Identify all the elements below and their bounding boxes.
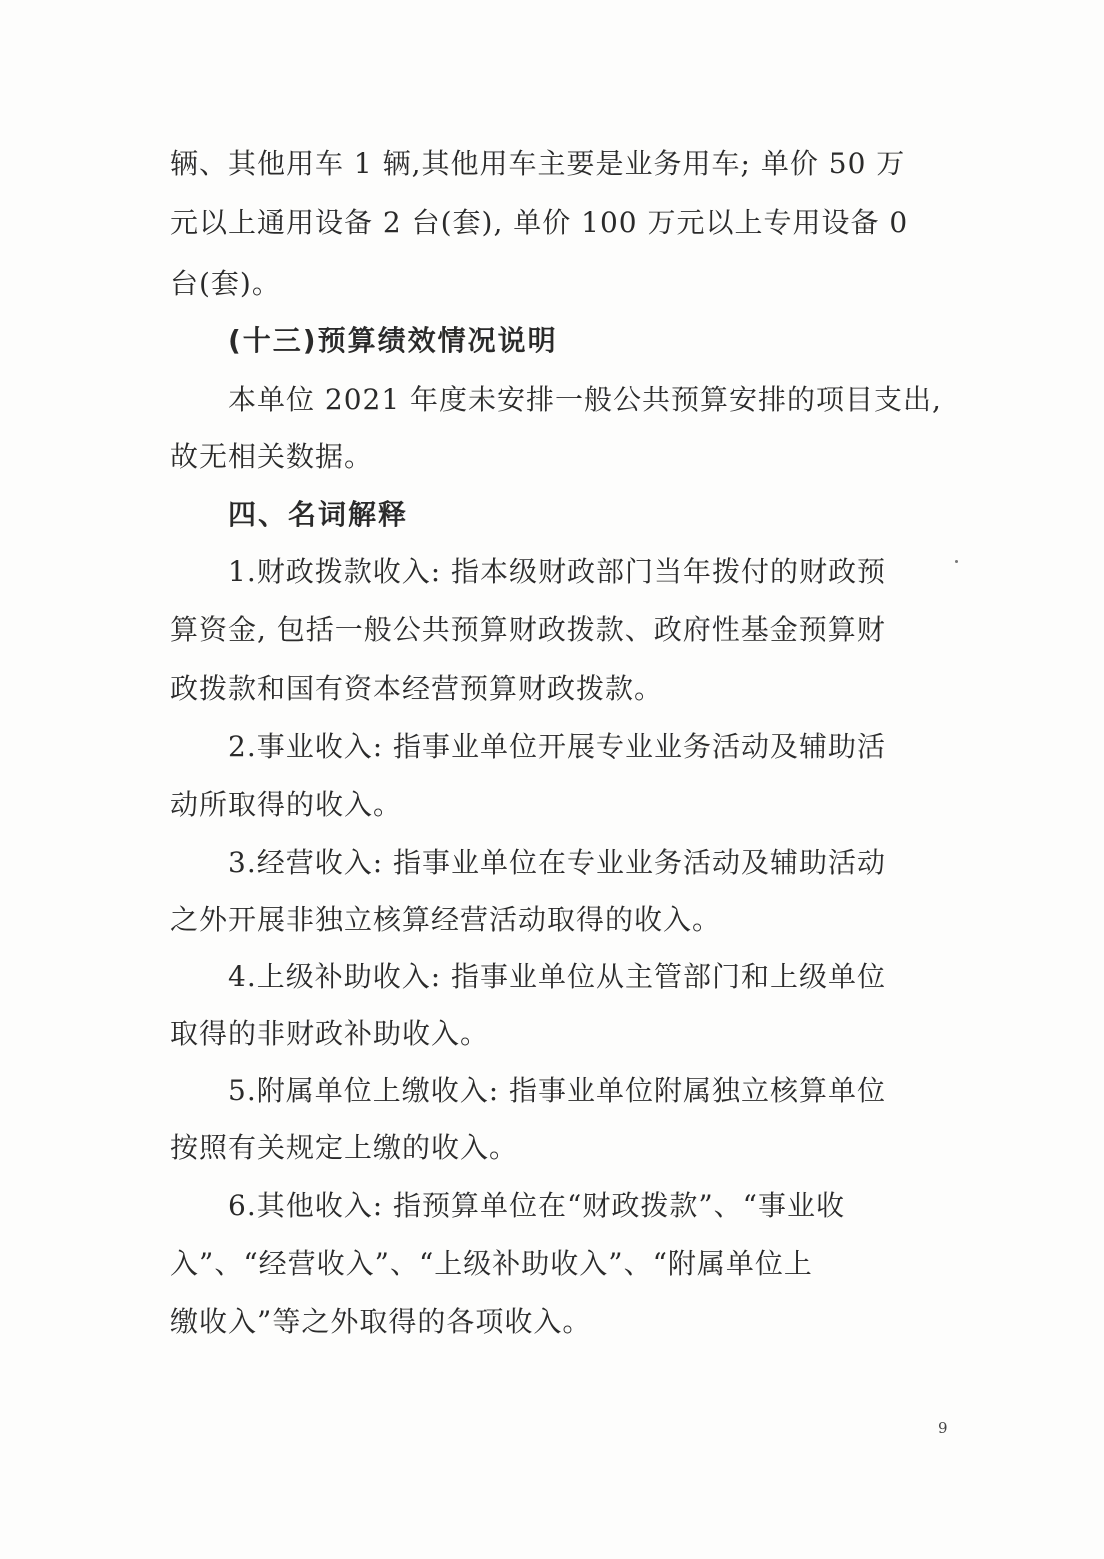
scan-speck (955, 560, 958, 563)
body-line: 元以上通用设备 2 台(套), 单价 100 万元以上专用设备 0 (170, 206, 909, 239)
definition-item: 3.经营收入: 指事业单位在专业业务活动及辅助活动 (228, 846, 887, 879)
body-line: 按照有关规定上缴的收入。 (170, 1131, 519, 1164)
body-line: 故无相关数据。 (170, 440, 374, 473)
body-line: 本单位 2021 年度未安排一般公共预算安排的项目支出, (228, 383, 942, 416)
definition-item: 1.财政拨款收入: 指本级财政部门当年拨付的财政预 (228, 555, 887, 588)
page-number: 9 (938, 1419, 948, 1437)
body-line: 入”、“经营收入”、“上级补助收入”、“附属单位上 (170, 1247, 813, 1280)
body-line: 之外开展非独立核算经营活动取得的收入。 (170, 903, 722, 936)
body-line: 动所取得的收入。 (170, 788, 403, 821)
body-line: 台(套)。 (170, 267, 281, 300)
definition-item: 6.其他收入: 指预算单位在“财政拨款”、“事业收 (228, 1189, 845, 1222)
body-line: 政拨款和国有资本经营预算财政拨款。 (170, 672, 664, 705)
chapter-heading: 四、名词解释 (228, 498, 409, 531)
definition-item: 4.上级补助收入: 指事业单位从主管部门和上级单位 (228, 960, 887, 993)
definition-item: 5.附属单位上缴收入: 指事业单位附属独立核算单位 (228, 1074, 887, 1107)
body-line: 取得的非财政补助收入。 (170, 1017, 490, 1050)
section-heading: (十三)预算绩效情况说明 (228, 324, 558, 357)
body-line: 辆、其他用车 1 辆,其他用车主要是业务用车; 单价 50 万 (170, 147, 906, 180)
definition-item: 2.事业收入: 指事业单位开展专业业务活动及辅助活 (228, 730, 887, 763)
body-line: 缴收入”等之外取得的各项收入。 (170, 1305, 592, 1338)
body-line: 算资金, 包括一般公共预算财政拨款、政府性基金预算财 (170, 613, 886, 646)
